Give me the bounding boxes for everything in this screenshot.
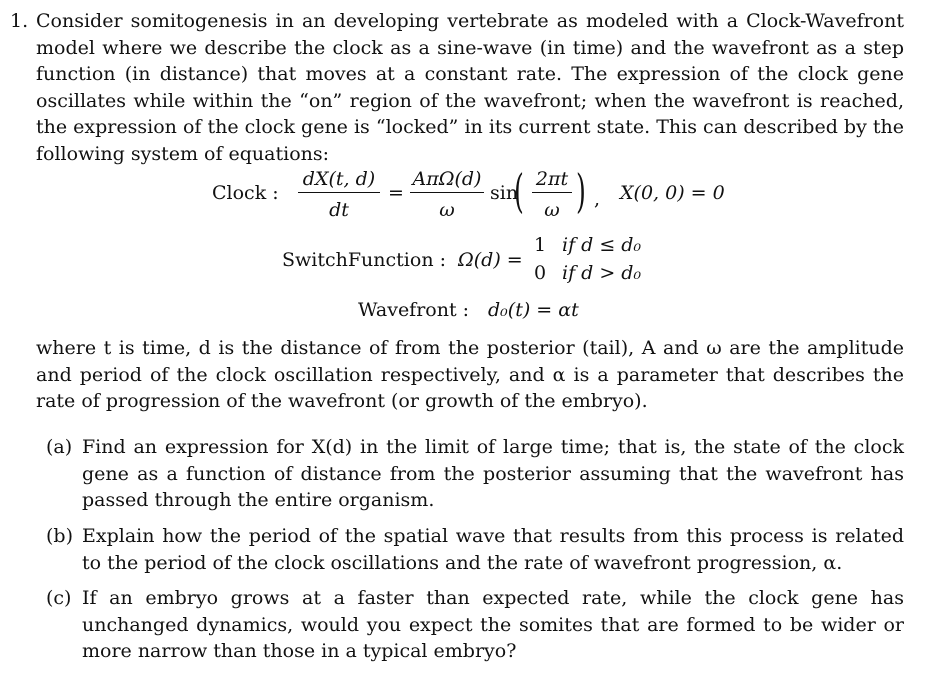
clock-comma: , <box>594 188 601 210</box>
switch-label: SwitchFunction : <box>282 249 446 271</box>
clock-lhs-denominator: dt <box>329 199 349 221</box>
case-1-value: 1 <box>534 234 547 256</box>
sin-argument-numerator: 2πt <box>535 168 569 190</box>
right-paren: ) <box>576 164 586 218</box>
clock-rhs-denominator: ω <box>439 199 455 221</box>
clock-rhs-fraction-bar <box>410 192 484 193</box>
left-paren: ( <box>514 164 524 218</box>
clock-lhs-numerator: dX(t, d) <box>302 168 376 190</box>
part-c-text: If an embryo grows at a faster than expected rate, while the clock gene has unchanged dynamics, would you expect the somites that are formed to be wider or more narrow than those in a typical embryo? <box>82 587 904 663</box>
sin-argument-fraction-bar <box>532 192 572 193</box>
clock-label: Clock : <box>212 182 279 204</box>
clock-rhs-numerator: AπΩ(d) <box>412 168 482 190</box>
case-1-condition: if d ≤ d₀ <box>562 234 642 256</box>
case-2-value: 0 <box>534 262 547 284</box>
case-2-condition: if d > d₀ <box>562 262 642 284</box>
sin-argument-denominator: ω <box>544 199 560 221</box>
wavefront-expression: d₀(t) = αt <box>488 299 579 321</box>
problem-intro: Consider somitogenesis in an developing vertebrate as modeled with a Clock-Wavefront model where we describe the clock as a sine-wave (in time) and the wavefront as a step function (in distance) that moves at a constant rate. The expression of the clock gene oscillates while within the “on” region of the wavefront; when the wavefront is reached, the expression of the clock gene is “locked” in its current state. This can described by the following system of equations: <box>36 10 904 165</box>
wavefront-label: Wavefront : <box>358 299 470 321</box>
part-a-label: (a) <box>46 436 73 458</box>
clock-lhs-fraction-bar <box>298 192 380 193</box>
part-a-text: Find an expression for X(d) in the limit of large time; that is, the state of the clock gene as a function of distance from the posterior assuming that the wavefront has passed through the entire organism. <box>82 436 904 512</box>
initial-condition: X(0, 0) = 0 <box>620 182 725 204</box>
part-b-label: (b) <box>46 525 73 547</box>
part-b-text: Explain how the period of the spatial wave that results from this process is related to the period of the clock oscillations and the rate of wavefront progression, α. <box>82 525 904 574</box>
problem-number: 1. <box>10 10 29 32</box>
clock-equals: = <box>388 182 404 204</box>
sin-function: sin <box>490 182 519 204</box>
switch-lhs: Ω(d) = <box>458 249 523 271</box>
variable-explanation: where t is time, d is the distance of from the posterior (tail), A and ω are the amplitude and period of the clock oscillation respectively, and α is a parameter that describes the rate of progression of the wavefront (or growth of the embryo). <box>36 337 904 413</box>
part-c-label: (c) <box>46 587 72 609</box>
